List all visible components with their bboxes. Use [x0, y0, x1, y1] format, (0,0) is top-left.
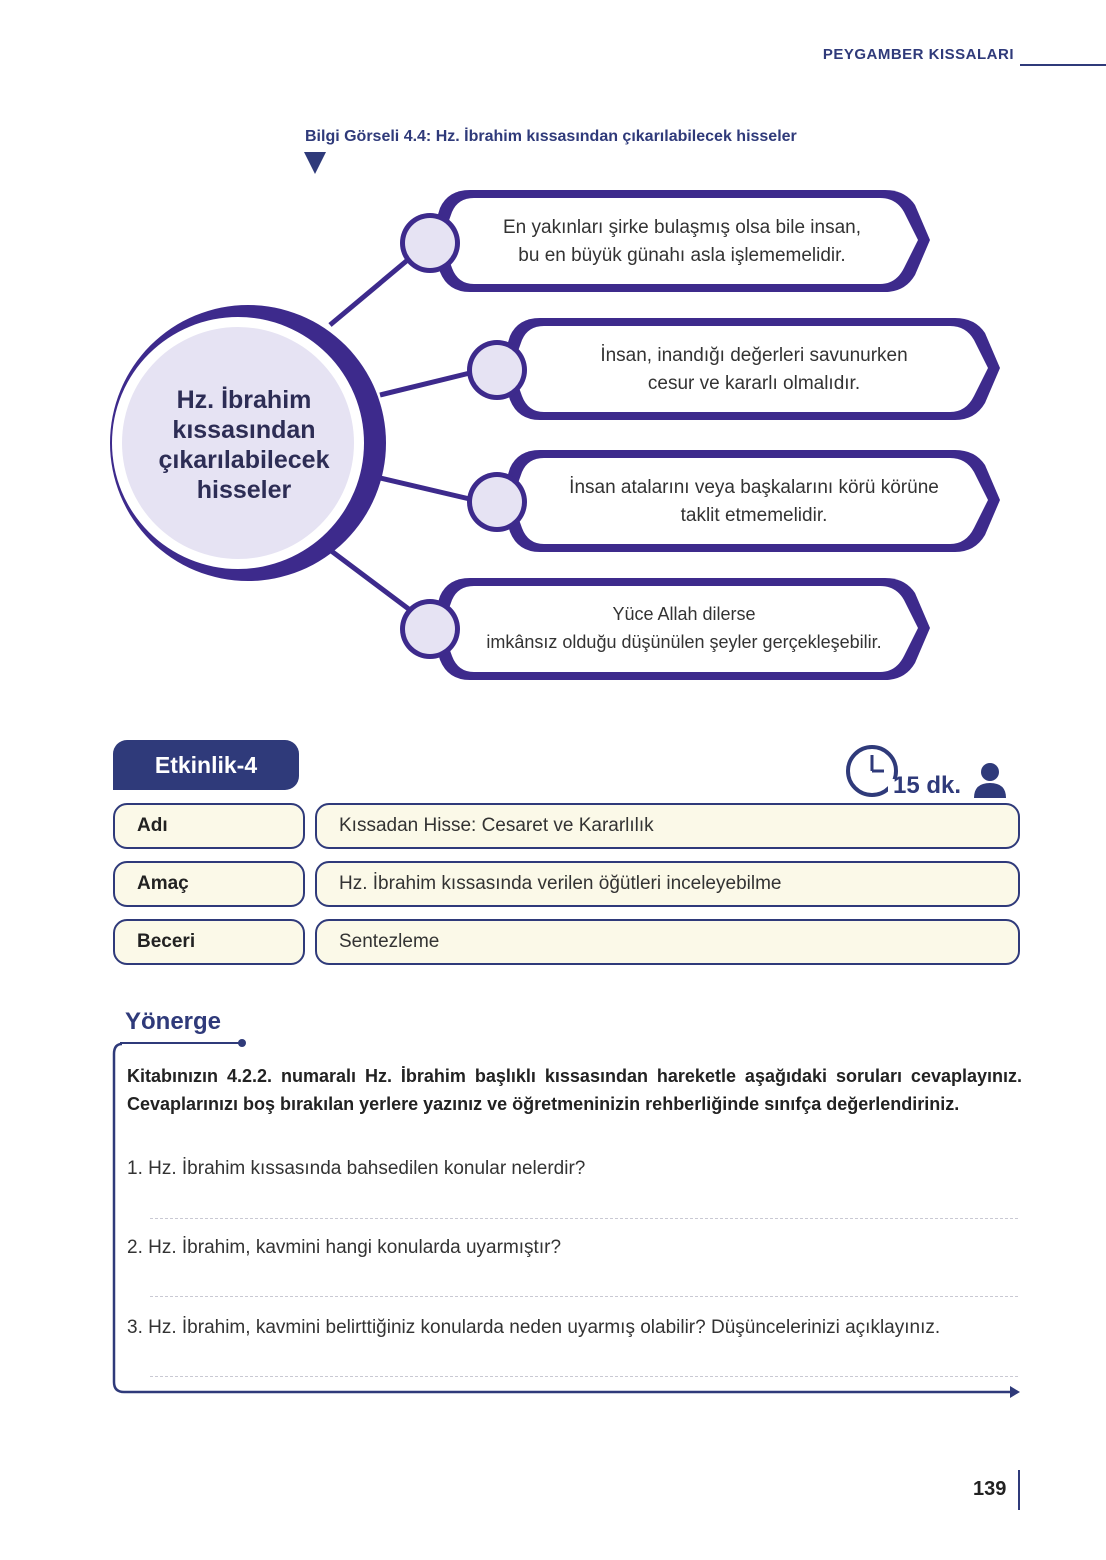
hisse-line: imkânsız olduğu düşünülen şeyler gerçekleşebilir. — [486, 632, 882, 652]
yonerge-instructions: Kitabınızın 4.2.2. numaralı Hz. İbrahim başlıklı kıssasından hareketle aşağıdaki soruları cevaplayınız. Cevaplarınızı boş bırakılan yerlere yazınız ve öğretmeninizin rehberliğinde sınıfça değerlendiriniz. — [127, 1066, 1022, 1114]
hisse-text-2 — [530, 342, 978, 398]
hisse-line: İnsan, inandığı değerleri savunurken — [600, 345, 908, 366]
center-line: hisseler — [196, 476, 292, 504]
diagram-center-title — [130, 385, 358, 505]
page-number-bar — [1018, 1470, 1020, 1510]
hisse-line: cesur ve kararlı olmalıdır. — [647, 373, 861, 394]
hisse-line: bu en büyük günahı asla işlememelidir. — [518, 245, 846, 266]
hisse-line: taklit etmemelidir. — [680, 505, 828, 526]
page-number: 139 — [973, 1478, 1007, 1500]
activity-title: Etkinlik-4 — [113, 740, 299, 790]
row-value-adi: Kıssadan Hisse: Cesaret ve Kararlılık — [315, 803, 1020, 849]
answer-line-1[interactable] — [150, 1218, 1018, 1219]
connector-2 — [380, 372, 474, 395]
answer-line-2[interactable] — [150, 1296, 1018, 1297]
row-label-amac: Amaç — [113, 861, 305, 907]
person-icon — [972, 762, 1008, 800]
row-value-amac: Hz. İbrahim kıssasında verilen öğütleri inceleyebilme — [315, 861, 1020, 907]
answer-line-3[interactable] — [150, 1376, 1018, 1377]
hisse-text-3 — [530, 474, 978, 530]
center-line: çıkarılabilecek — [158, 446, 330, 474]
question-2: 2. Hz. İbrahim, kavmini hangi konularda uyarmıştır? — [127, 1237, 562, 1258]
center-line: Hz. İbrahim — [176, 386, 312, 414]
connector-4 — [330, 550, 410, 610]
row-label-adi: Adı — [113, 803, 305, 849]
hisse-text-1 — [462, 214, 902, 270]
row-value-beceri: Sentezleme — [315, 919, 1020, 965]
caption-arrow-icon — [304, 152, 326, 174]
connector-3 — [380, 478, 474, 500]
hisse-line: Yüce Allah dilerse — [612, 604, 756, 624]
question-3: 3. Hz. İbrahim, kavmini belirttiğiniz konularda neden uyarmış olabilir? Düşüncelerinizi açıklayınız. — [127, 1317, 941, 1338]
header-rule — [1020, 64, 1106, 66]
figure-caption: Bilgi Görseli 4.4: Hz. İbrahim kıssasından çıkarılabilecek hisseler — [305, 128, 797, 145]
center-line: kıssasından — [172, 416, 316, 444]
running-header: PEYGAMBER KISSALARI — [822, 46, 1014, 63]
hisse-line: İnsan atalarını veya başkalarını körü körüne — [569, 477, 939, 498]
hisse-line: En yakınları şirke bulaşmış olsa bile insan, — [503, 217, 861, 238]
question-1: 1. Hz. İbrahim kıssasında bahsedilen konular nelerdir? — [127, 1158, 586, 1179]
hisse-text-4 — [458, 600, 910, 656]
connector-1 — [330, 258, 410, 325]
row-label-beceri: Beceri — [113, 919, 305, 965]
activity-duration: 15 dk. — [893, 772, 962, 799]
yonerge-title: Yönerge — [125, 1008, 222, 1035]
